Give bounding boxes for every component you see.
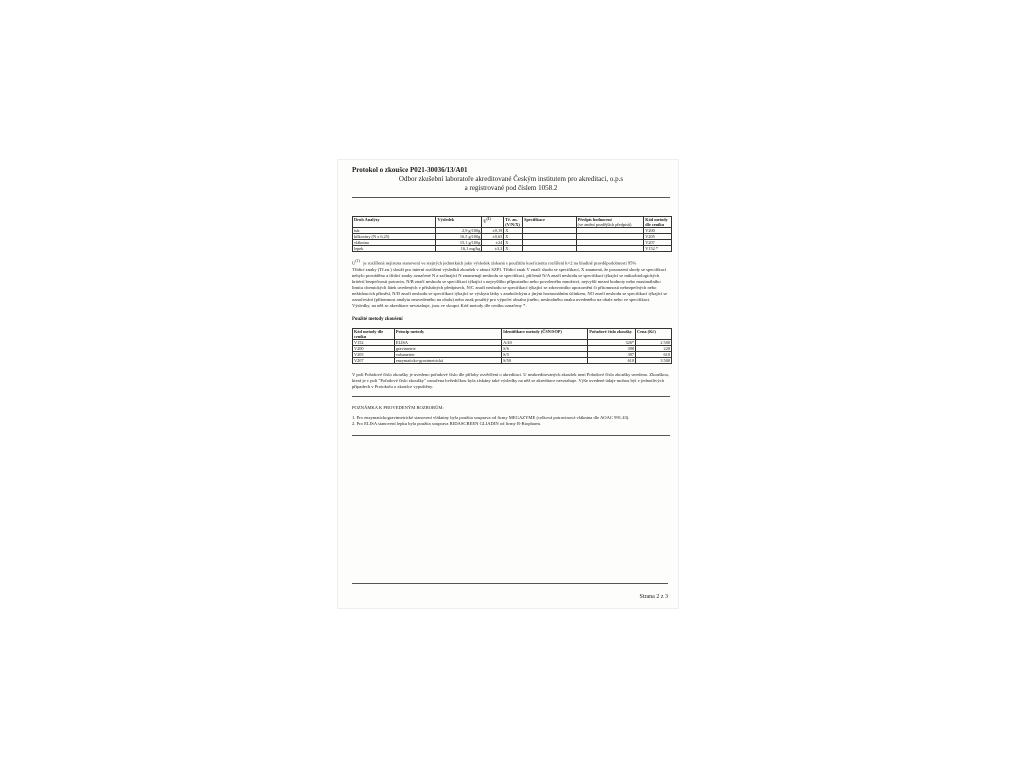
cell-cena: 610 — [636, 351, 672, 357]
cell-vysledek: 16,1 mg/kg — [436, 246, 482, 252]
divider — [352, 197, 670, 198]
methods-table — [352, 328, 672, 364]
col-identifikace: Identifikace metody (ČSN/SOP) — [502, 328, 588, 339]
col-u-label: U — [483, 218, 487, 224]
cell-identifikace: S/6 — [502, 345, 588, 351]
cell-kod: V152 — [353, 339, 395, 345]
col-poradove: Pořadové číslo zkoušky — [588, 328, 636, 339]
u-sup: (1) — [355, 259, 360, 263]
document-page — [338, 160, 678, 608]
remark-2: 2. Pro ELISA stanovení lepku byla použita souprava RIDASCREEN GLIADIN od firmy R-Biopharm. — [352, 420, 542, 426]
col-predpis — [576, 217, 644, 228]
cell-u: ±0,63 — [482, 234, 504, 240]
results-header-row — [353, 217, 672, 228]
table-row — [353, 246, 672, 252]
cell-poradove: 398 — [588, 345, 636, 351]
cell-kod: V205 — [644, 234, 672, 240]
col-kod: Kód metody dle ceníku — [644, 217, 672, 228]
cell-analyza: lepek — [353, 246, 436, 252]
cell-u: ±0,19 — [482, 228, 504, 234]
cell-kod: V200 — [644, 228, 672, 234]
accreditation-note: Výsledky, na něž se akreditace nevztahuje, jsou ve sloupci Kód metody dle ceníku označeny *. — [352, 302, 527, 308]
cell-cena: 220 — [636, 345, 672, 351]
header-line-2: a registrované pod číslem 1058.2 — [464, 184, 558, 192]
cell-trida: X — [504, 234, 523, 240]
col-predpis-sub: (ve změní pozdějších předpisů) — [577, 222, 632, 227]
cell-vysledek: 2,9 g/100g — [436, 228, 482, 234]
classification-note: Třídicí znaky (Tř.zn.) slouží pro interní rozlišení výsledků zkoušek v rámci SZPI. Třídicí znak V značí shodu se specifikací, X znamená, že posouzení shody se specifikací nebylo prováděno a třídicí znaky označené N a začínající N znamenají neshodu se specifikací, přičemž N/A značí neshodu se specifikací týkající se mikrobiologických kritérií bezpečnosti potravin, N/B značí neshodu se specifikací týkající s nejvyššího přípustného nebo povoleného množství, nejvyšší mezní hodnoty nebo maximálního limitu chemických látek uvedených v příslušných předpisech, N/C značí neshodu se specifikací týkající se zdravotního upozornění či přítomnosti nebezpečných nebo nežádoucích příměsí, N/D značí neshodu se specifikací týkající se výskytu látky s anabolickým a jiným hormonálním účinkem, NO značí neshodu se specifikací týkající se označování (přítomnost analytu neuvedeného na obalu) nebo znak použitý pro výpočet obsahu jiného, neshodného znaku uvedeného na obale nebo ve specifikaci. — [352, 266, 668, 302]
cell-trida: X — [504, 240, 523, 246]
cell-analyza: tuk — [353, 228, 436, 234]
col-vysledek: Výsledek — [436, 217, 482, 228]
col-princip: Princip metody — [394, 328, 501, 339]
u-label: U — [352, 260, 356, 266]
header-line-1: Odbor zkušební laboratoře akreditované Českým institutem pro akreditaci, o.p.s — [398, 175, 624, 183]
cell-u: ±24 — [482, 240, 504, 246]
remarks-title: POZNÁMKA K PROVEDENÝM ROZBORŮM: — [352, 404, 444, 410]
page-number: Strana 2 z 3 — [639, 594, 668, 600]
cell-poradove: 610 — [588, 357, 636, 363]
divider — [352, 396, 670, 397]
results-table — [352, 216, 672, 252]
cell-kod: V207 — [644, 240, 672, 246]
cell-identifikace: A/40 — [502, 339, 588, 345]
methods-section — [352, 317, 670, 390]
protocol-title: Protokol o zkoušce P021-30036/13/A01 — [352, 166, 468, 174]
cell-identifikace: S/50 — [502, 357, 588, 363]
divider — [352, 435, 670, 436]
u-definition: je rozšířená nejistota stanovení ve stejných jednotkách jako výsledek získaná s použitím koeficientu rozšíření k=2 na hladině pravděpodobnosti 95% — [363, 260, 637, 266]
cell-cena: 2 500 — [636, 339, 672, 345]
cell-princip: gravimetrie — [394, 345, 501, 351]
methods-title: Použité metody zkoušení — [352, 316, 403, 322]
cell-princip: volumetrie — [394, 351, 501, 357]
page-content — [352, 166, 670, 438]
cell-analyza: vláknina — [353, 240, 436, 246]
cell-poradove: 397 — [588, 351, 636, 357]
col-trida: Tř. zn. (V/N/X) — [504, 217, 523, 228]
col-u — [482, 217, 504, 228]
col-specifikace: Specifikace — [523, 217, 577, 228]
table-row — [353, 357, 672, 363]
cell-cena: 3 500 — [636, 357, 672, 363]
col-u-sup: (1) — [486, 217, 491, 221]
methods-note: V poli Pořadové číslo zkoušky je uvedeno pořadové číslo dle přílohy osvědčení o akreditaci. U neakreditovaných zkoušek není Pořadové číslo zkoušky uvedeno. Zkouškou, která je v poli "Pořadové číslo zkoušky" označena hvězdičkou byla získány také výsledky na něž se akreditace nevztahuje. Výše uvedené údaje mohou být v jednotlivých případech v Protokolu o zkoušce vypuštěny. — [352, 371, 669, 389]
remark-1: 1. Pro enzymatickogravimetrické stanovení vlákniny byla použita souprava od firmy MEGAZYME (celková potravinová vláknina dle AOAC 991.43). — [352, 414, 630, 420]
cell-predpis — [576, 246, 644, 252]
cell-kod: V205 — [353, 351, 395, 357]
col-druh-analyzy: Druh Analýzy — [353, 217, 436, 228]
cell-trida: X — [504, 228, 523, 234]
footer-divider — [352, 583, 668, 584]
remarks-section — [352, 405, 670, 427]
cell-trida: X — [504, 246, 523, 252]
cell-analyza: bílkoviny (N x 6,25) — [353, 234, 436, 240]
cell-kod: V152 * — [644, 246, 672, 252]
uncertainty-note — [352, 258, 670, 309]
cell-specifikace — [523, 246, 577, 252]
methods-header-row — [353, 328, 672, 339]
cell-vysledek: 16,5 g/100g — [436, 234, 482, 240]
col-cena: Cena (Kč) — [636, 328, 672, 339]
col-predpis-label: Předpis hodnocení — [577, 217, 612, 222]
cell-kod: V200 — [353, 345, 395, 351]
cell-poradove: 326* — [588, 339, 636, 345]
cell-identifikace: S/5 — [502, 351, 588, 357]
cell-kod: V207 — [353, 357, 395, 363]
cell-vysledek: 15,1 g/100g — [436, 240, 482, 246]
uncertainty-text — [352, 258, 670, 267]
cell-princip: enzymaticko-gravimetrická — [394, 357, 501, 363]
cell-u: ±3,3 — [482, 246, 504, 252]
cell-princip: ELISA — [394, 339, 501, 345]
col-kod-metody: Kód metody dle ceníku — [353, 328, 395, 339]
